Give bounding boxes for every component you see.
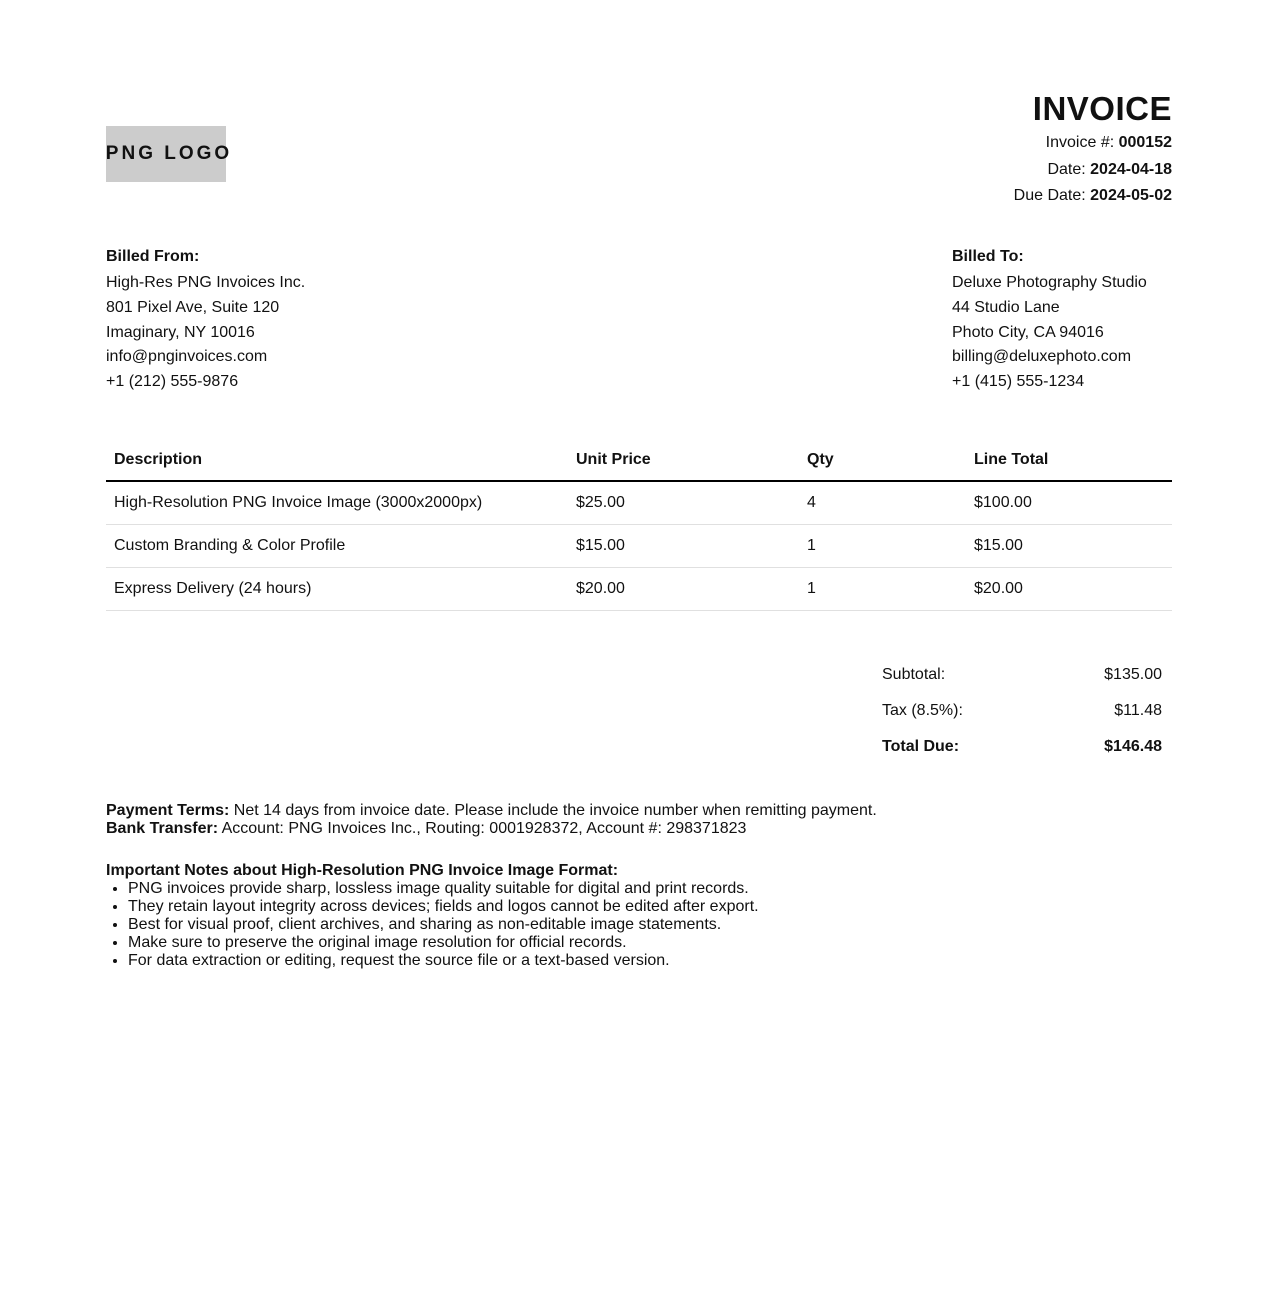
payment-terms-label: Payment Terms:: [106, 802, 230, 819]
list-item: • Make sure to preserve the original image resolution for official records.: [128, 934, 759, 952]
notes-heading: Important Notes about High-Resolution PNG Invoice Image Format:: [106, 862, 619, 879]
subtotal-label: Subtotal:: [882, 666, 946, 683]
cell-unit-price: $25.00: [568, 481, 799, 525]
tax-value: $11.48: [1114, 702, 1162, 719]
billed-from: [106, 244, 305, 395]
billed-from-line: +1 (212) 555-9876: [106, 373, 239, 391]
subtotal-value: $135.00: [1104, 666, 1162, 683]
table-header-row: [106, 440, 1172, 481]
company-logo: [105, 126, 233, 182]
logo-text: PNG LOGO: [105, 143, 233, 164]
invoice-number-label: Invoice #:: [1045, 134, 1115, 151]
billed-from-line: High-Res PNG Invoices Inc.: [106, 274, 306, 291]
bank-transfer-line: [106, 820, 877, 838]
cell-description: Express Delivery (24 hours): [106, 568, 568, 611]
invoice-title: INVOICE: [1032, 90, 1172, 127]
invoice-page: [106, 0, 1172, 1300]
billed-to-line: 44 Studio Lane: [952, 298, 1060, 316]
invoice-number: 000152: [1118, 134, 1172, 151]
billed-to-line: Photo City, CA 94016: [952, 323, 1104, 341]
billed-from-line: 801 Pixel Ave, Suite 120: [106, 298, 280, 316]
total-due-row: [874, 729, 1172, 765]
list-item: • Best for visual proof, client archives, and sharing as non-editable image statements.: [128, 916, 759, 934]
billed-to-line: Deluxe Photography Studio: [952, 274, 1147, 291]
cell-description: High-Resolution PNG Invoice Image (3000x2000px): [106, 481, 568, 525]
table-row: [106, 525, 1172, 568]
table-row: [106, 481, 1172, 525]
invoice-due-label: Due Date:: [1013, 187, 1086, 204]
cell-unit-price: $15.00: [568, 525, 799, 568]
table-row: [106, 568, 1172, 611]
line-items-table: [106, 440, 1172, 611]
invoice-due-line: [1014, 183, 1172, 210]
billed-to-heading: Billed To:: [952, 248, 1024, 265]
cell-line-total: $15.00: [966, 525, 1172, 568]
invoice-due-date: 2024-05-02: [1090, 187, 1172, 204]
invoice-date: 2024-04-18: [1090, 160, 1172, 178]
list-item: • For data extraction or editing, request the source file or a text-based version.: [128, 952, 759, 970]
billed-to-line: billing@deluxephoto.com: [952, 348, 1132, 366]
column-header-description: Description: [106, 440, 568, 481]
payment-terms-text: Net 14 days from invoice date. Please include the invoice number when remitting payment.: [229, 802, 877, 819]
cell-line-total: $100.00: [966, 481, 1172, 525]
cell-qty: 1: [799, 568, 966, 611]
column-header-line-total: Line Total: [966, 440, 1172, 481]
invoice-date-label: Date:: [1047, 160, 1086, 178]
billed-from-line: Imaginary, NY 10016: [106, 323, 255, 341]
column-header-unit-price: Unit Price: [568, 440, 799, 481]
total-due-value: $146.48: [1104, 738, 1162, 755]
bank-transfer-label: Bank Transfer:: [106, 820, 219, 837]
billed-from-line: info@pnginvoices.com: [106, 348, 268, 366]
invoice-header: [1014, 88, 1172, 210]
subtotal-row: [874, 657, 1172, 693]
bank-transfer-text: Account: PNG Invoices Inc., Routing: 0001928372, Account #: 298371823: [218, 820, 747, 837]
total-due-label: Total Due:: [882, 738, 960, 755]
invoice-number-line: [1014, 130, 1172, 157]
payment-terms-block: [106, 802, 877, 838]
billed-from-heading: Billed From:: [106, 248, 200, 265]
cell-qty: 4: [799, 481, 966, 525]
billed-to: [952, 244, 1147, 395]
payment-terms-line: [106, 802, 877, 820]
list-item: • PNG invoices provide sharp, lossless image quality suitable for digital and print records.: [128, 880, 759, 898]
cell-qty: 1: [799, 525, 966, 568]
invoice-date-line: [1014, 157, 1172, 184]
tax-label: Tax (8.5%):: [882, 702, 963, 719]
list-item: • They retain layout integrity across devices; fields and logos cannot be edited after export.: [128, 898, 759, 916]
notes-list: [106, 880, 759, 970]
cell-line-total: $20.00: [966, 568, 1172, 611]
column-header-qty: Qty: [799, 440, 966, 481]
cell-unit-price: $20.00: [568, 568, 799, 611]
tax-row: [874, 693, 1172, 729]
important-notes: [106, 862, 759, 970]
totals-block: [874, 657, 1172, 765]
billed-to-line: +1 (415) 555-1234: [952, 373, 1085, 391]
cell-description: Custom Branding & Color Profile: [106, 525, 568, 568]
